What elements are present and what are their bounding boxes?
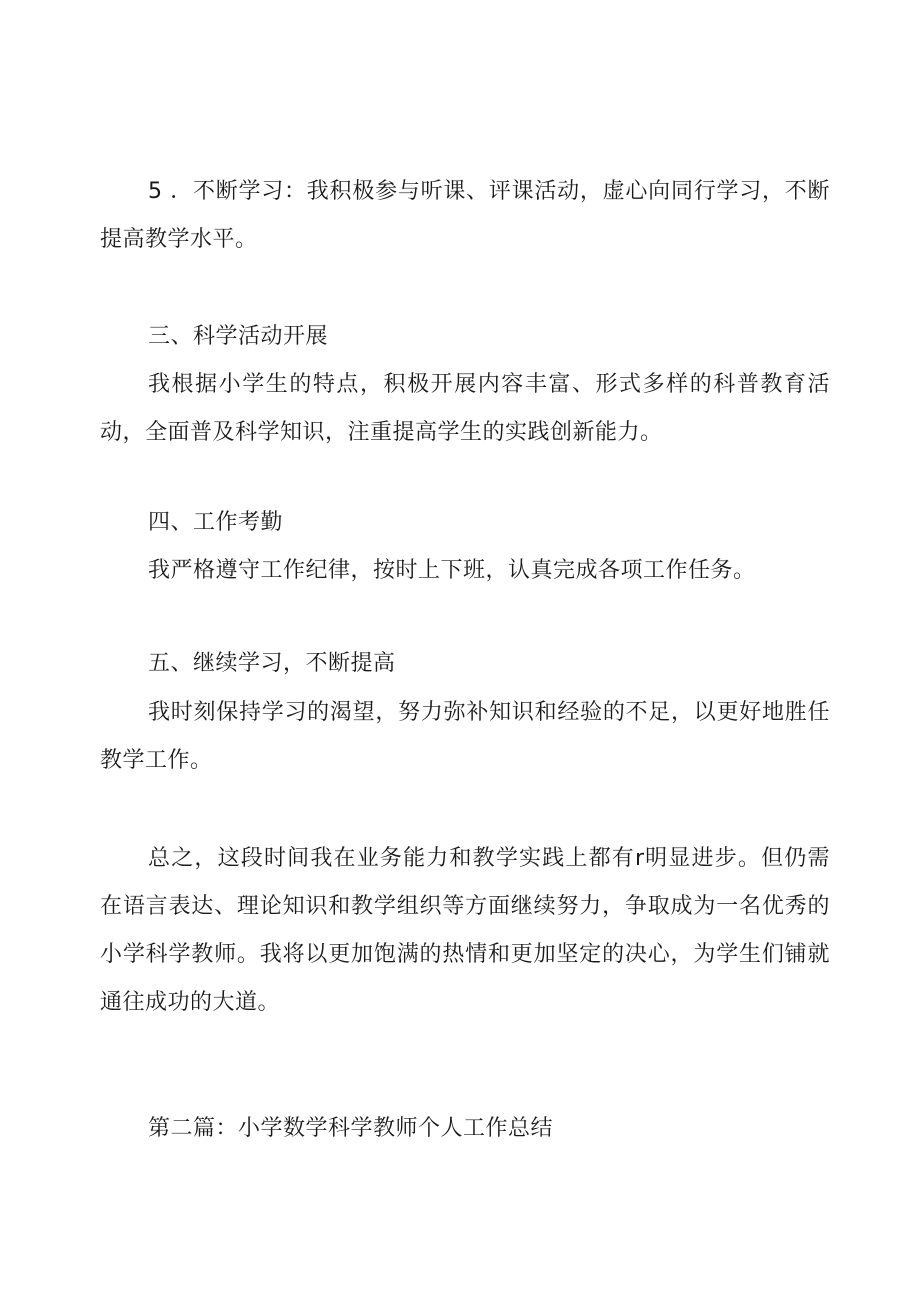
chapter-2-title: 第二篇：小学数学科学教师个人工作总结: [148, 1116, 554, 1141]
section-3-paragraph: 我根据小学生的特点，积极开展内容丰富、形式多样的科普教育活动，全面普及科学知识，注重提高学生的实践创新能力。: [100, 372, 830, 445]
section-3-heading: 三、科学活动开展: [148, 324, 329, 349]
item-5-paragraph: 5 ．不断学习：我积极参与听课、评课活动，虚心向同行学习，不断提高教学水平。: [100, 179, 830, 252]
section-5-heading: 五、继续学习，不断提高: [148, 651, 396, 676]
section-5-paragraph: 我时刻保持学习的渴望，努力弥补知识和经验的不足，以更好地胜任教学工作。: [100, 700, 830, 773]
section-4-heading: 四、工作考勤: [148, 510, 284, 535]
summary-paragraph: 总之，这段时间我在业务能力和教学实践上都有r明显进步。但仍需在语言表达、理论知识和教学组织等方面继续努力，争取成为一名优秀的小学科学教师。我将以更加饱满的热情和更加坚定的决心，为学生们铺就通往成功的大道。: [100, 846, 830, 1015]
section-4-paragraph: 我严格遵守工作纪律，按时上下班，认真完成各项工作任务。: [148, 558, 756, 583]
